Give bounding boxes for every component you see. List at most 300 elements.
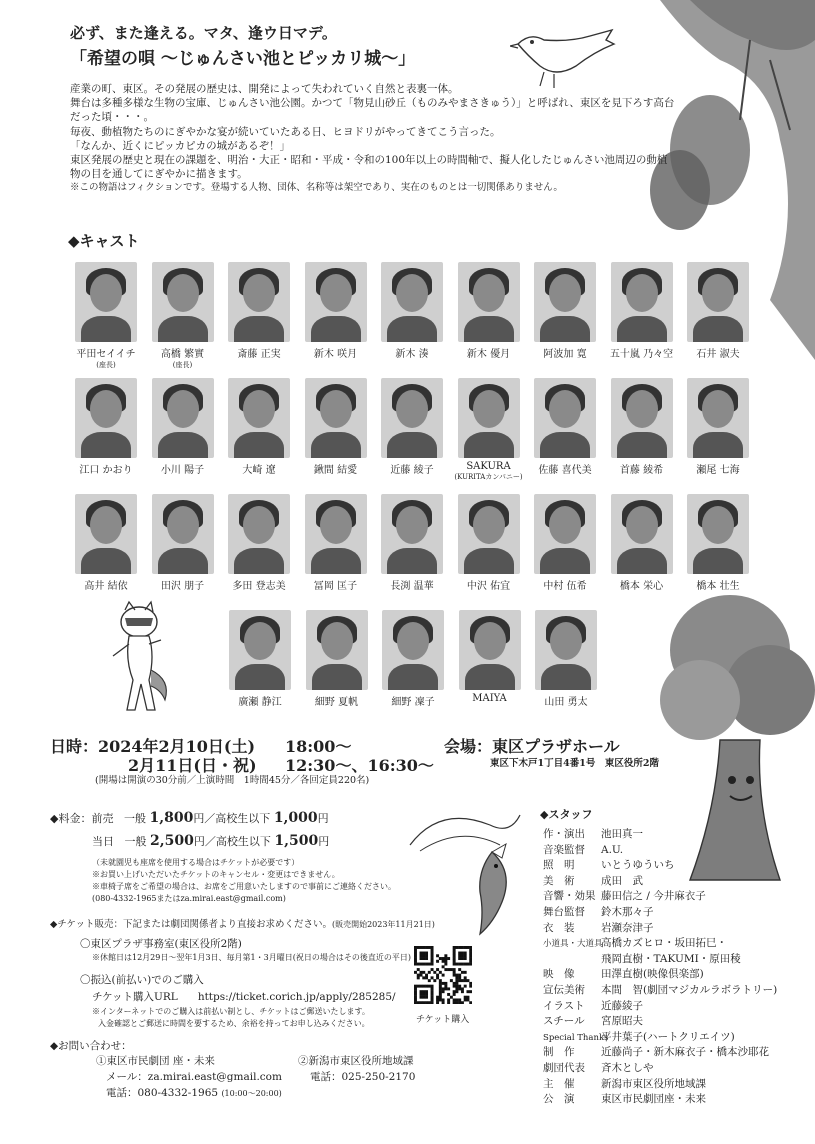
qr-module — [431, 996, 434, 999]
qr-module — [444, 954, 447, 957]
staff-row — [543, 1029, 735, 1044]
qr-module — [458, 968, 461, 971]
qr-module — [469, 985, 472, 988]
qr-module — [425, 974, 428, 977]
cast-photo — [534, 494, 596, 574]
qr-module — [453, 985, 456, 988]
staff-role: 音楽監督 — [543, 843, 585, 856]
cast-member — [451, 378, 527, 482]
qr-module — [422, 954, 425, 957]
qr-module — [444, 957, 447, 960]
qr-module — [442, 957, 445, 960]
cast-photo — [611, 378, 673, 458]
intro-line: 物の目を通してにぎやかに描きます。 — [70, 168, 248, 181]
staff-row — [543, 857, 675, 872]
qr-module — [464, 952, 467, 955]
ticket-url-label: チケット購入URL — [92, 991, 178, 1003]
qr-module — [466, 963, 469, 966]
qr-module — [417, 976, 420, 979]
qr-module — [461, 987, 464, 990]
qr-module — [461, 979, 464, 982]
cast-name: 新木 湊 — [395, 349, 429, 360]
tagline: 必ず、また逢える。マタ、逢ウ日マデ。 — [70, 24, 337, 42]
fee-label: ◆料金：前売 — [50, 812, 114, 825]
cast-name: 近藤 綾子 — [390, 465, 434, 476]
qr-module — [425, 993, 428, 996]
staff-name: 池田真一 — [601, 828, 643, 840]
contact-phone-1: 電話：080-4332-1965 — [106, 1087, 219, 1099]
qr-module — [428, 946, 431, 949]
qr-module — [469, 990, 472, 993]
cast-name: 細野 夏帆 — [314, 697, 359, 708]
qr-module — [458, 954, 461, 957]
ticket-heading-text: ◆チケット販売：下記または劇団関係者より直接お求めください。 — [50, 919, 332, 930]
qr-module — [453, 971, 456, 974]
qr-module — [414, 996, 417, 999]
qr-module — [444, 963, 447, 966]
staff-role: 映 像 — [543, 968, 575, 981]
staff-role: 公 演 — [543, 1093, 575, 1106]
qr-module — [444, 960, 447, 963]
qr-module — [453, 990, 456, 993]
contact-phone-1-hours: (10:00〜20:00) — [221, 1089, 282, 1098]
qr-module — [453, 960, 456, 963]
qr-module — [461, 971, 464, 974]
qr-module — [464, 946, 467, 949]
qr-module — [442, 1001, 445, 1004]
fee-adv-student: 1,000 — [273, 810, 318, 826]
qr-module — [455, 976, 458, 979]
cast-name: 瀬尾 七海 — [696, 465, 740, 476]
cast-member — [374, 378, 450, 476]
qr-module — [422, 963, 425, 966]
cast-photo — [228, 262, 290, 342]
qr-module — [458, 946, 461, 949]
qr-module — [442, 987, 445, 990]
intro-line: 「なんか、近くにピッカピカの城があるぞ！」 — [70, 139, 291, 152]
cast-member — [221, 494, 297, 592]
intro-line: 東区発展の歴史と現在の課題を、明治・大正・昭和・平成・令和の100年以上の時間軸で、擬人化したじゅんさい池周辺の動植 — [70, 154, 668, 167]
ticket-sale-start: (販売開始2023年11月21日) — [331, 920, 435, 929]
qr-module — [447, 993, 450, 996]
qr-module — [458, 963, 461, 966]
qr-module — [431, 985, 434, 988]
qr-module — [464, 985, 467, 988]
intro-line: 毎夜、動植物たちのにぎやかな宴が続いていたある日、ヒヨドリがやってきてこう言った。 — [70, 125, 501, 138]
fee-door-general-label: 一般 — [124, 835, 147, 848]
cast-photo — [381, 262, 443, 342]
fee-door-student-label: 円／高校生以下 — [193, 835, 271, 848]
qr-module — [417, 1001, 420, 1004]
staff-name: 近藤尚子・新木麻衣子・橋本沙耶花 — [601, 1046, 769, 1059]
qr-module — [436, 976, 439, 979]
qr-module — [439, 982, 442, 985]
qr-module — [420, 963, 423, 966]
fee-adv-student-label: 円／高校生以下 — [193, 812, 271, 825]
qr-module — [439, 985, 442, 988]
qr-module — [464, 998, 467, 1001]
qr-module — [414, 949, 417, 952]
cast-photo — [152, 494, 214, 574]
qr-module — [431, 993, 434, 996]
staff-role: 舞台監督 — [543, 906, 585, 918]
cast-role: (KURITAカンパニー) — [454, 473, 523, 481]
qr-module — [431, 946, 434, 949]
qr-module — [420, 990, 423, 993]
staff-role: 宣伝美術 — [543, 984, 585, 996]
qr-module — [466, 990, 469, 993]
fee-note: ※お買い上げいただいたチケットのキャンセル・変更はできません。 — [92, 870, 340, 879]
qr-module — [425, 990, 428, 993]
contact-org-1: ①東区市民劇団 座・未来 — [96, 1055, 215, 1067]
qr-module — [453, 946, 456, 949]
qr-module — [439, 990, 442, 993]
venue-address: 東区下木戸1丁目4番1号 東区役所2階 — [490, 758, 659, 769]
staff-name: 宮原昭夫 — [601, 1015, 643, 1028]
qr-module — [444, 987, 447, 990]
venue-label: 会場：東区プラザホール — [444, 737, 620, 756]
qr-module — [455, 963, 458, 966]
staff-name: いとうゆういち — [601, 859, 675, 872]
tree-character-illustration — [660, 590, 815, 890]
qr-module — [453, 957, 456, 960]
qr-module — [414, 954, 417, 957]
cast-member — [680, 378, 756, 476]
cast-name: 新木 咲月 — [313, 349, 358, 360]
qr-module — [431, 957, 434, 960]
staff-row — [543, 920, 654, 935]
qr-module — [439, 996, 442, 999]
cast-photo — [458, 378, 520, 458]
qr-module — [439, 993, 442, 996]
contact-email: メール：za.mirai.east@gmail.com — [106, 1071, 282, 1083]
cast-photo — [687, 378, 749, 458]
cast-name: 多田 登志美 — [232, 581, 286, 592]
cast-member — [222, 610, 298, 708]
fee-door-general: 2,500 — [150, 833, 194, 849]
qr-module — [455, 990, 458, 993]
cast-photo — [611, 262, 673, 342]
fee-door-label: 当日 — [92, 835, 114, 848]
staff-name: 鈴木那々子 — [601, 906, 654, 918]
qr-module — [455, 987, 458, 990]
staff-row — [543, 873, 643, 888]
staff-role: Special Thanks — [543, 1032, 609, 1043]
cast-name: 大崎 遼 — [242, 465, 276, 476]
qr-module — [442, 960, 445, 963]
staff-role: 作・演出 — [543, 828, 585, 840]
contact-phone-2: 電話：025-250-2170 — [310, 1071, 416, 1083]
qr-module — [447, 1001, 450, 1004]
cast-member — [68, 494, 144, 592]
qr-module — [428, 979, 431, 982]
qr-module — [422, 971, 425, 974]
cast-member — [298, 262, 374, 360]
time-slot-1: 18:00〜 — [285, 737, 352, 756]
qr-module — [466, 946, 469, 949]
staff-row — [543, 1091, 706, 1106]
qr-module — [461, 952, 464, 955]
staff-row — [543, 826, 643, 841]
cast-member — [604, 262, 680, 360]
cast-member — [68, 378, 144, 476]
qr-module — [425, 946, 428, 949]
qr-module — [425, 996, 428, 999]
cast-photo — [611, 494, 673, 574]
cast-member — [145, 494, 221, 592]
cast-member — [145, 378, 221, 476]
cast-name: 中沢 佑宜 — [466, 581, 511, 592]
qr-module — [428, 985, 431, 988]
cast-photo — [228, 494, 290, 574]
staff-role: イラスト — [543, 999, 585, 1012]
qr-module — [458, 979, 461, 982]
qr-module — [414, 946, 417, 949]
qr-module — [431, 990, 434, 993]
staff-name: 本間 智(劇団マジカルラボラトリー) — [601, 984, 778, 996]
cast-photo — [75, 378, 137, 458]
qr-module — [469, 952, 472, 955]
cast-member — [452, 610, 528, 704]
qr-module — [458, 957, 461, 960]
qr-module — [422, 976, 425, 979]
qr-module — [436, 968, 439, 971]
qr-module — [431, 987, 434, 990]
staff-row — [543, 904, 654, 919]
qr-module — [436, 996, 439, 999]
qr-module — [458, 985, 461, 988]
qr-module — [453, 952, 456, 955]
qr-module — [433, 979, 436, 982]
staff-role: スチール — [543, 1015, 585, 1028]
cast-photo — [152, 378, 214, 458]
staff-row — [543, 1013, 643, 1028]
contact-phone-1-row — [106, 1085, 282, 1100]
qr-module — [414, 990, 417, 993]
qr-module — [444, 982, 447, 985]
cast-photo — [305, 378, 367, 458]
qr-module — [458, 1001, 461, 1004]
cast-photo — [534, 378, 596, 458]
staff-name: A.U. — [601, 843, 624, 856]
cast-member — [680, 262, 756, 360]
qr-module — [425, 1001, 428, 1004]
qr-module — [422, 993, 425, 996]
qr-module — [425, 954, 428, 957]
qr-module — [420, 954, 423, 957]
qr-module — [420, 985, 423, 988]
staff-name: 新潟市東区役所地域課 — [601, 1077, 706, 1090]
staff-row — [543, 966, 704, 981]
intro-line: 産業の町、東区。その発展の歴史は、開発によって失われていく自然と表裏一体。 — [70, 83, 459, 95]
qr-module — [458, 976, 461, 979]
qr-module — [431, 1001, 434, 1004]
fee-notes — [92, 857, 396, 905]
qr-module — [466, 996, 469, 999]
staff-name: 平井葉子(ハートクリエイツ) — [601, 1030, 735, 1043]
qr-module — [422, 990, 425, 993]
qr-module — [431, 968, 434, 971]
qr-module — [455, 985, 458, 988]
qr-module — [417, 968, 420, 971]
qr-module — [455, 998, 458, 1001]
qr-module — [420, 993, 423, 996]
qr-module — [464, 996, 467, 999]
cast-name: 平田セイイチ — [76, 349, 136, 360]
cast-photo — [382, 610, 444, 690]
cast-name: 首藤 綾希 — [619, 465, 664, 476]
qr-module — [425, 957, 428, 960]
qr-module — [420, 946, 423, 949]
staff-name: 藤田信之 / 今井麻衣子 — [601, 890, 706, 903]
qr-module — [431, 963, 434, 966]
fee-adv-general: 1,800 — [149, 810, 194, 826]
qr-module — [417, 946, 420, 949]
fee-general-label: 一般 — [123, 812, 146, 825]
staff-name: 田澤直樹(映像倶楽部) — [601, 968, 704, 981]
qr-module — [461, 957, 464, 960]
qr-module — [444, 968, 447, 971]
cast-member — [221, 262, 297, 360]
cast-member — [374, 262, 450, 360]
qr-module — [420, 1001, 423, 1004]
qr-module — [436, 1001, 439, 1004]
qr-module — [420, 971, 423, 974]
cast-photo — [228, 378, 290, 458]
cast-name: 鍬間 結愛 — [313, 465, 358, 476]
qr-module — [450, 996, 453, 999]
qr-module — [469, 949, 472, 952]
cast-name: 阿波加 寛 — [543, 349, 587, 360]
qr-module — [436, 998, 439, 1001]
qr-module — [442, 990, 445, 993]
staff-row — [543, 935, 727, 950]
cast-name: 石井 淑夫 — [696, 349, 740, 360]
qr-caption: チケット購入 — [416, 1015, 470, 1025]
qr-module — [436, 954, 439, 957]
qr-module — [420, 957, 423, 960]
raccoon-illustration — [95, 600, 175, 720]
qr-module — [469, 946, 472, 949]
cast-name: SAKURA — [466, 461, 511, 472]
qr-module — [442, 965, 445, 968]
qr-module — [425, 963, 428, 966]
qr-module — [414, 971, 417, 974]
qr-module — [442, 998, 445, 1001]
qr-module — [455, 1001, 458, 1004]
qr-module — [414, 987, 417, 990]
qr-module — [453, 954, 456, 957]
fee-advance — [50, 810, 329, 826]
ticket-heading — [50, 916, 435, 930]
cast-photo — [459, 610, 521, 690]
qr-module — [461, 1001, 464, 1004]
qr-module — [455, 982, 458, 985]
qr-module — [417, 974, 420, 977]
staff-row — [543, 982, 777, 997]
qr-module — [422, 946, 425, 949]
staff-role: 主 催 — [543, 1077, 575, 1090]
ticket-transfer-note-2: 入金確認とご郵送に時間を要するため、余裕を持ってお申し込みください。 — [98, 1019, 370, 1028]
qr-module — [420, 996, 423, 999]
contact-heading: ◆お問い合わせ： — [50, 1040, 132, 1052]
ticket-transfer: 〇振込(前払い)でのご購入 — [80, 974, 204, 986]
qr-module — [464, 963, 467, 966]
qr-module — [461, 954, 464, 957]
qr-module — [431, 954, 434, 957]
qr-module — [469, 982, 472, 985]
qr-module — [466, 998, 469, 1001]
story-intro — [70, 82, 740, 196]
staff-row — [543, 842, 623, 857]
cast-name: 橋本 壮生 — [696, 581, 740, 592]
qr-module — [469, 960, 472, 963]
qr-module — [436, 960, 439, 963]
time-slot-2: 12:30〜、16:30〜 — [285, 756, 434, 775]
cast-name: 中村 伍希 — [543, 581, 587, 592]
cast-name: 高橋 繁實 — [160, 349, 205, 360]
staff-role: 小道具・大道具 — [543, 939, 603, 950]
cast-member — [221, 378, 297, 476]
qr-module — [422, 1001, 425, 1004]
cast-name: 佐藤 喜代美 — [538, 465, 592, 476]
staff-row — [543, 1044, 769, 1059]
cast-photo — [152, 262, 214, 342]
qr-module — [464, 957, 467, 960]
qr-module — [447, 998, 450, 1001]
qr-module — [420, 974, 423, 977]
qr-module — [420, 952, 423, 955]
ticket-url-row — [92, 989, 396, 1004]
cast-name: 廣瀬 静江 — [238, 697, 282, 708]
cast-member — [527, 494, 603, 592]
fish-illustration — [462, 842, 542, 942]
qr-module — [453, 1001, 456, 1004]
cast-photo — [381, 378, 443, 458]
qr-module — [458, 952, 461, 955]
cast-member — [604, 494, 680, 592]
qr-module — [455, 946, 458, 949]
qr-module — [422, 957, 425, 960]
date-label: 日時：2024年2月10日(土) — [50, 737, 256, 756]
qr-module — [414, 957, 417, 960]
cast-member — [145, 262, 221, 370]
qr-module — [469, 963, 472, 966]
ticket-office-note: ※休館日は12月29日〜翌年1月3日、毎月第1・3月曜日(祝日の場合はその後直近の平日) — [92, 953, 411, 962]
cast-member — [528, 610, 604, 708]
qr-module — [455, 979, 458, 982]
qr-module — [453, 974, 456, 977]
ticket-url-link[interactable]: https://ticket.corich.jp/apply/285285/ — [197, 991, 396, 1003]
cast-role: (座長) — [96, 361, 116, 369]
qr-module — [428, 971, 431, 974]
cast-name: 五十嵐 乃々空 — [609, 349, 674, 360]
staff-role: 美 術 — [543, 874, 575, 887]
staff-row — [543, 1076, 706, 1091]
fee-note: （未就園児も座席を使用する場合はチケットが必要です） — [92, 858, 300, 867]
qr-module — [464, 954, 467, 957]
qr-module — [428, 963, 431, 966]
staff-name: 斉木としや — [601, 1062, 654, 1074]
qr-module — [414, 998, 417, 1001]
qr-code[interactable] — [414, 946, 472, 1004]
cast-photo — [229, 610, 291, 690]
qr-module — [431, 960, 434, 963]
qr-module — [464, 976, 467, 979]
staff-name: 岩瀬奈津子 — [601, 921, 654, 934]
cast-name: 冨岡 匡子 — [313, 581, 358, 592]
qr-module — [414, 1001, 417, 1004]
